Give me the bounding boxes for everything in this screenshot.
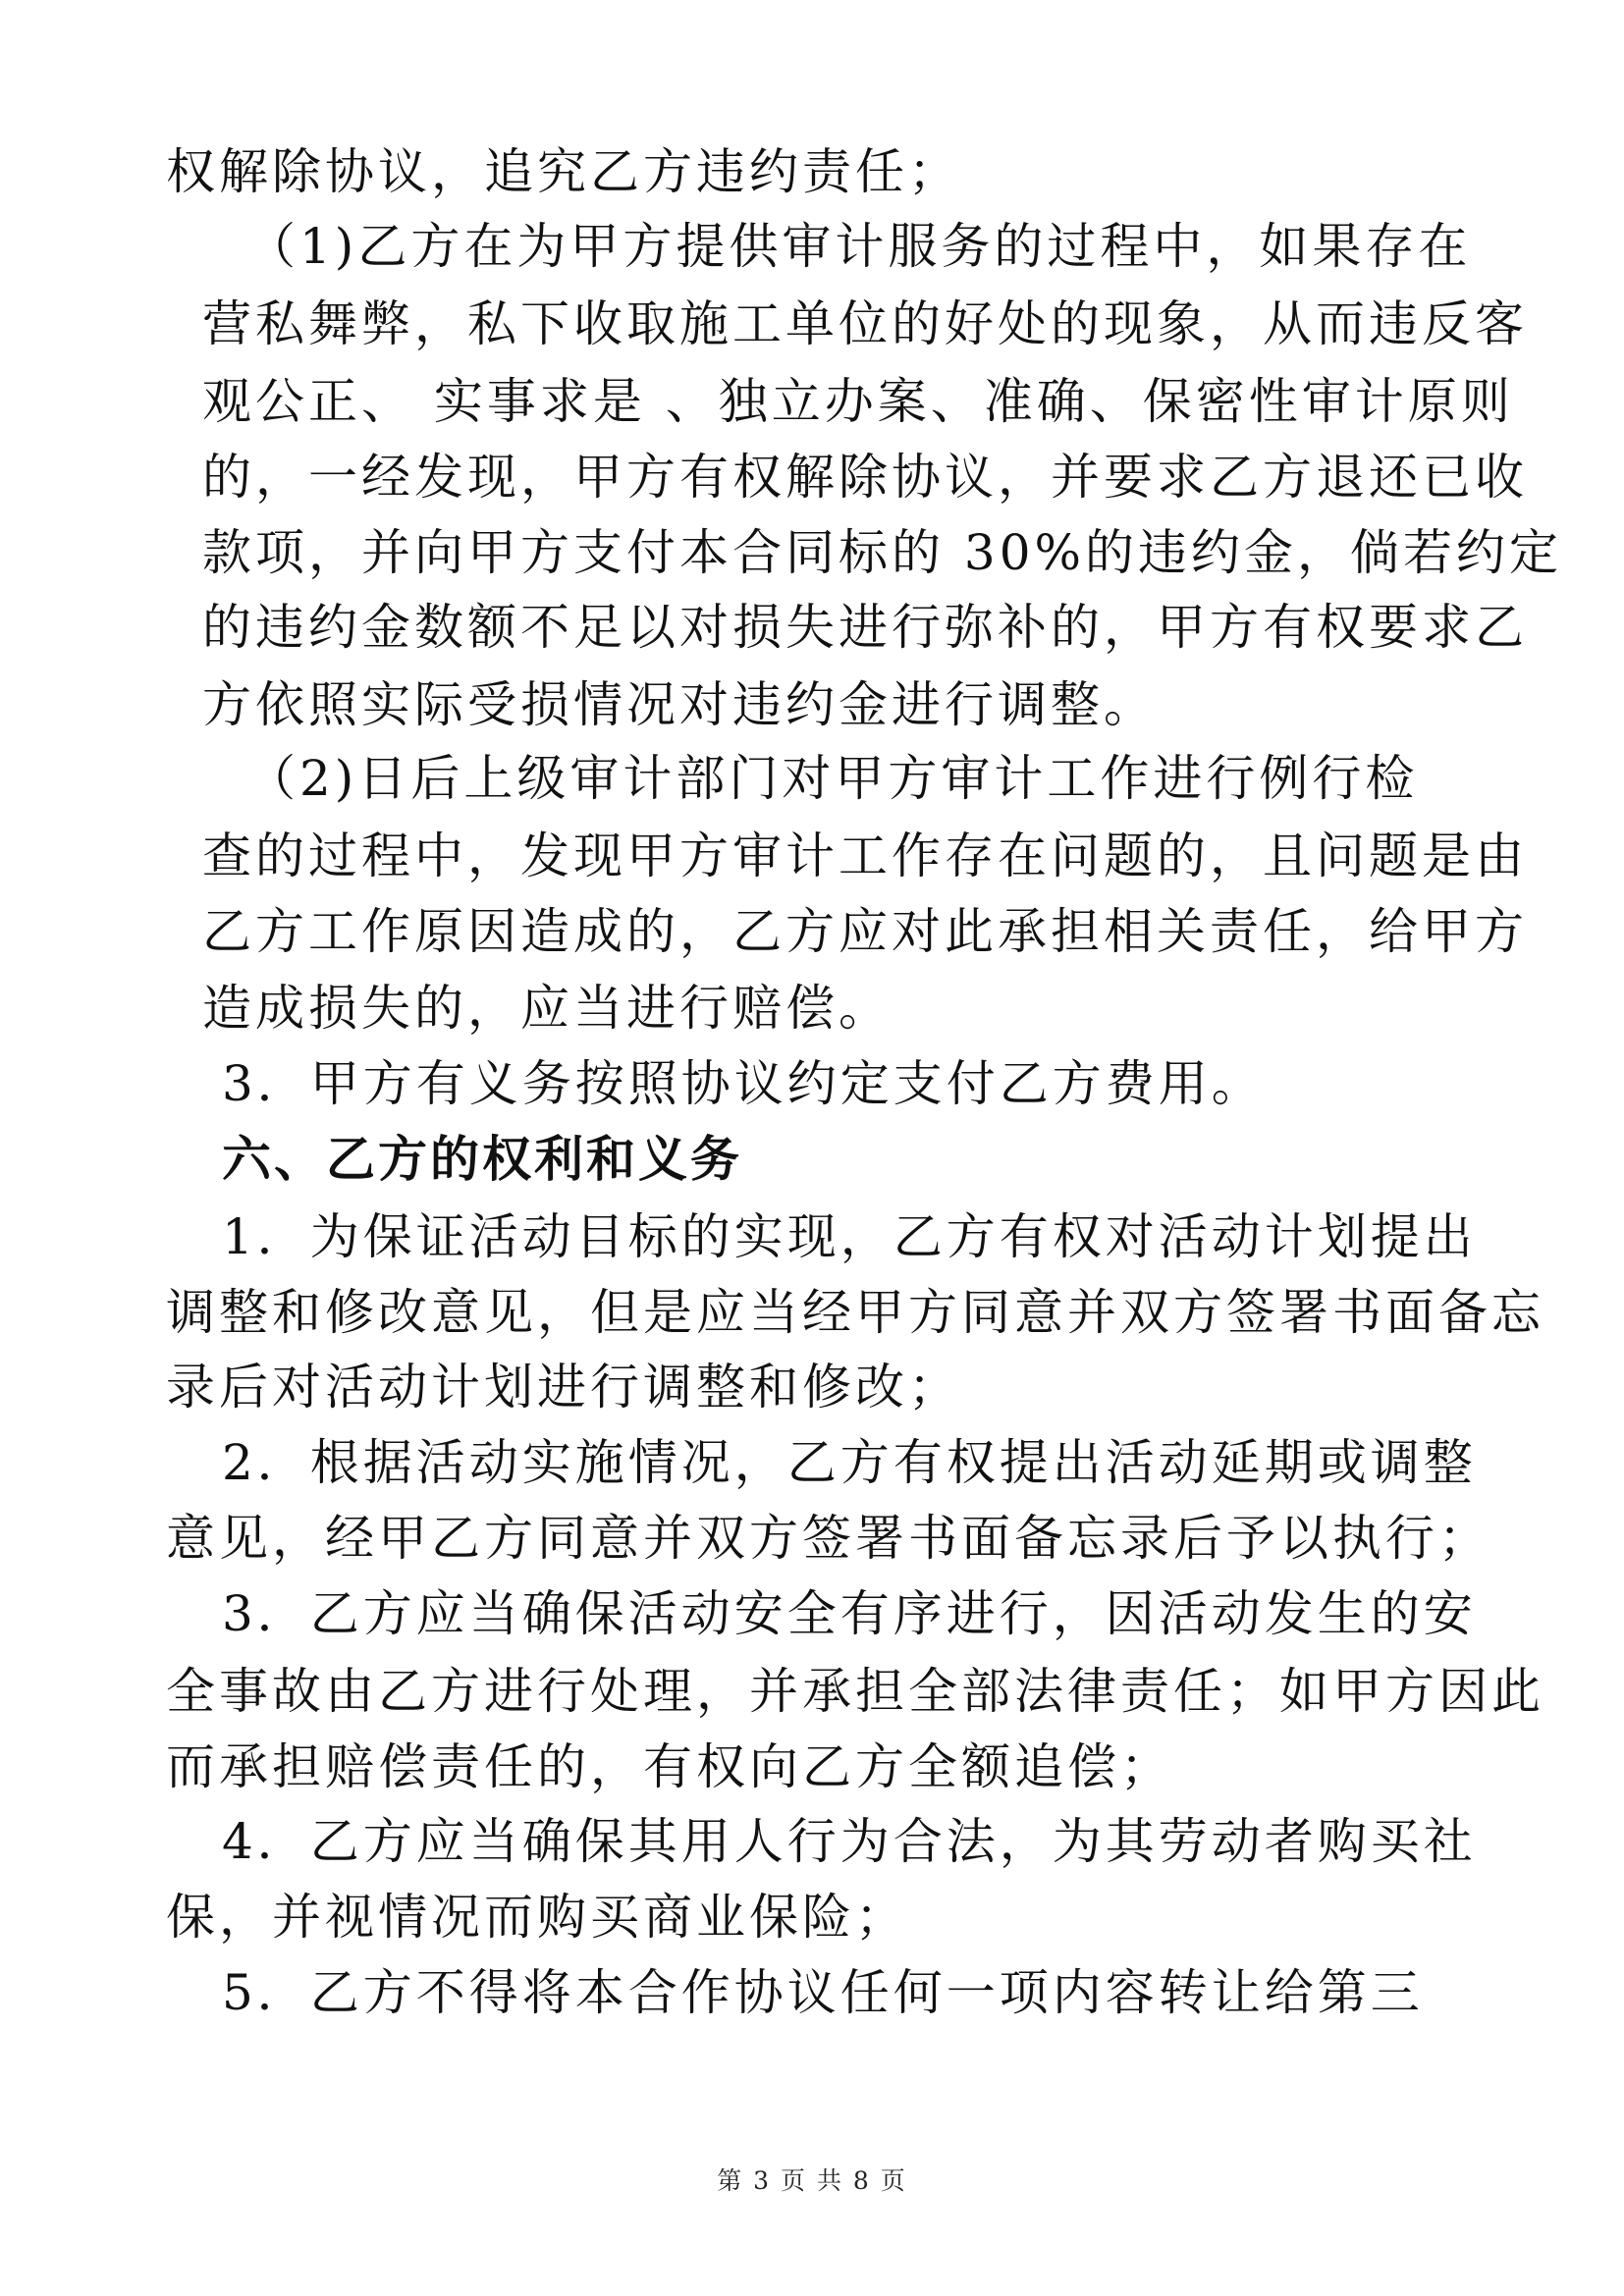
text-line: 款项，并向甲方支付本合同标的 30%的违约金，倘若约定 <box>202 524 1563 581</box>
text-line: 1．为保证活动目标的实现，乙方有权对活动计划提出 <box>222 1208 1477 1265</box>
text-line: 4．乙方应当确保其用人行为合法，为其劳动者购买社 <box>222 1813 1477 1870</box>
section-heading: 六、乙方的权利和义务 <box>222 1130 742 1188</box>
text-line: 2．根据活动实施情况，乙方有权提出活动延期或调整 <box>222 1434 1477 1491</box>
text-line: （1)乙方在为甲方提供审计服务的过程中，如果存在 <box>246 218 1472 275</box>
text-line: 录后对活动计划进行调整和修改； <box>166 1359 961 1415</box>
text-line: 乙方工作原因造成的，乙方应对此承担相关责任，给甲方 <box>202 903 1528 960</box>
text-line: 方依照实际受损情况对违约金进行调整。 <box>202 676 1157 733</box>
text-line: 查的过程中，发现甲方审计工作存在问题的，且问题是由 <box>202 828 1528 884</box>
text-line: 3．甲方有义务按照协议约定支付乙方费用。 <box>222 1055 1265 1112</box>
text-line: 保，并视情况而购买商业保险； <box>166 1889 908 1946</box>
text-line: 而承担赔偿责任的，有权向乙方全额追偿； <box>166 1738 1173 1795</box>
text-line: 观公正、 实事求是 、独立办案、准确、保密性审计原则 <box>202 373 1514 430</box>
text-line: （2)日后上级审计部门对甲方审计工作进行例行检 <box>246 750 1419 807</box>
text-line: 意见，经甲乙方同意并双方签署书面备忘录后予以执行； <box>166 1510 1491 1567</box>
text-line: 5．乙方不得将本合作协议任何一项内容转让给第三 <box>222 1964 1424 2021</box>
text-line: 造成损失的，应当进行赔偿。 <box>202 980 892 1037</box>
text-line: 营私舞弊，私下收取施工单位的好处的现象，从而违反客 <box>202 295 1528 352</box>
text-line: 的违约金数额不足以对损失进行弥补的，甲方有权要求乙 <box>202 599 1528 656</box>
text-line: 3．乙方应当确保活动安全有序进行，因活动发生的安 <box>222 1585 1477 1642</box>
text-line: 权解除协议，追究乙方违约责任； <box>166 143 961 200</box>
text-line: 全事故由乙方进行处理，并承担全部法律责任；如甲方因此 <box>166 1663 1544 1720</box>
text-line: 调整和修改意见，但是应当经甲方同意并双方签署书面备忘 <box>166 1284 1544 1341</box>
page-number: 第 3 页 共 8 页 <box>717 2166 907 2195</box>
text-line: 的，一经发现，甲方有权解除协议，并要求乙方退还已收 <box>202 449 1528 506</box>
